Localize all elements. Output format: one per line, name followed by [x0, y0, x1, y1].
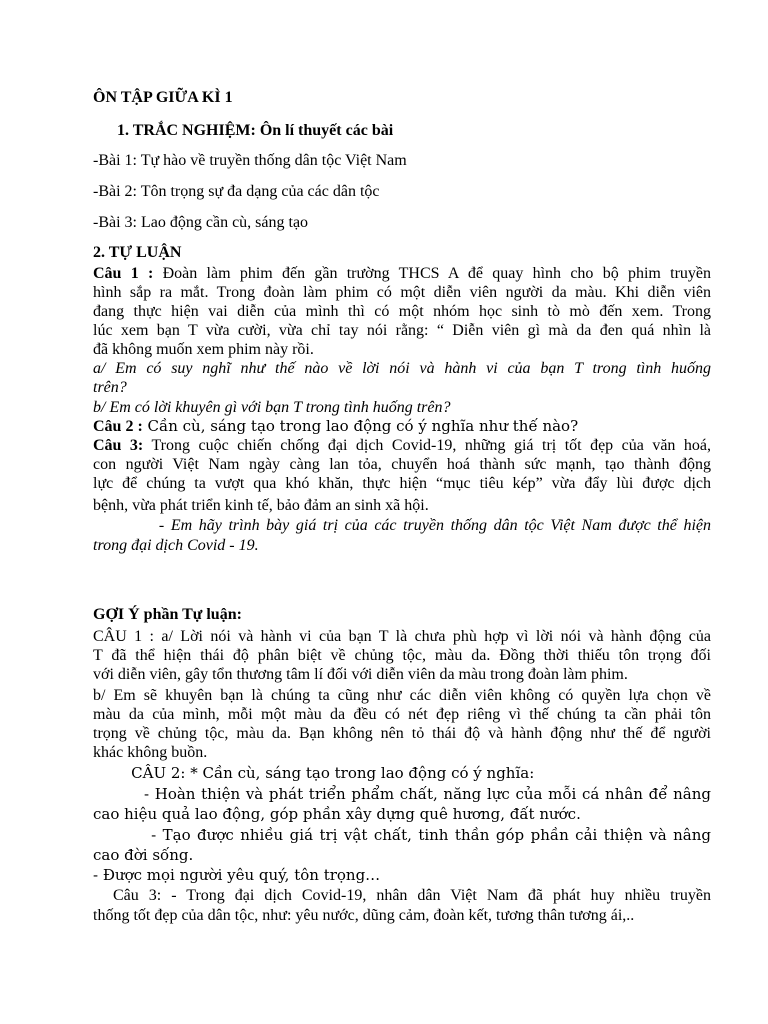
question-3-line-1: Câu 3: Trong cuộc chiến chống đại dịch Covid-19, những giá trị tốt đẹp của văn hoá,: [93, 437, 712, 454]
question-2-label: Câu 2 :: [93, 418, 143, 435]
question-1a-line-2: trên?: [93, 379, 127, 396]
question-1-line-3: đang thực hiện vai diễn của mình thì có một nhóm học sinh tò mò đến xem. Trong: [93, 303, 711, 320]
question-2: Câu 2 : Cần cù, sáng tạo trong lao động có ý nghĩa như thế nào?: [93, 417, 579, 435]
hint-2-line-3: - Tạo được nhiều giá trị vật chất, tinh thần góp phần cải thiện và nâng: [93, 826, 711, 844]
question-1b: b/ Em có lời khuyên gì với bạn T trong tình huống trên?: [93, 399, 451, 416]
question-1-line-5: đã không muốn xem phim này rồi.: [93, 341, 314, 358]
question-1-line-2: hình sắp ra mắt. Trong đoàn làm phim có một diễn viên người da màu. Khi diễn viên: [93, 284, 711, 301]
question-1a-line-1: a/ Em có suy nghĩ như thế nào về lời nói và hành vi của bạn T trong tình huống: [93, 360, 711, 377]
question-1-line-4: lúc xem bạn T vừa cười, vừa chỉ tay nói rằng: “ Diễn viên gì mà da đen quá nhìn là: [93, 322, 711, 339]
hint-3-line-1: Câu 3: - Trong đại dịch Covid-19, nhân dân Việt Nam đã phát huy nhiều truyền: [93, 887, 711, 904]
hint-1-line-6: trọng về chủng tộc, màu da. Bạn không nên tỏ thái độ và hành động như thế để người: [93, 725, 711, 742]
hint-2-line-4: cao đời sống.: [93, 846, 194, 864]
question-3-task-line-1: - Em hãy trình bày giá trị của các truyền thống dân tộc Việt Nam được thể hiện: [93, 517, 711, 534]
hint-2-line-2: cao hiệu quả lao động, góp phần xây dựng quê hương, đất nước.: [93, 805, 581, 823]
lesson-item-2: -Bài 2: Tôn trọng sự đa dạng của các dân tộc: [93, 183, 380, 200]
hint-1-line-3: với diễn viên, gây tổn thương tâm lí đối với diễn viên da màu trong đoàn làm phim.: [93, 666, 628, 683]
question-3-line-4: bệnh, vừa phát triển kinh tế, bảo đảm an sinh xã hội.: [93, 497, 429, 514]
section-2-heading: 2. TỰ LUẬN: [93, 244, 182, 261]
document-title: ÔN TẬP GIỮA KÌ 1: [93, 89, 233, 106]
hint-3-line-2: thống tốt đẹp của dân tộc, như: yêu nước, dũng cảm, đoàn kết, tương thân tương ái,..: [93, 907, 635, 924]
hint-2-heading: CÂU 2: * Cần cù, sáng tạo trong lao động có ý nghĩa:: [93, 764, 535, 782]
hint-2-line-5: - Được mọi người yêu quý, tôn trọng…: [93, 866, 381, 884]
question-1-label: Câu 1 :: [93, 265, 154, 282]
question-3-task-line-2: trong đại dịch Covid - 19.: [93, 537, 259, 554]
lesson-item-1: -Bài 1: Tự hào về truyền thống dân tộc Việt Nam: [93, 152, 407, 169]
question-3-label: Câu 3:: [93, 437, 144, 454]
question-3-line-3: lực để chúng ta vượt qua khó khăn, thực hiện “mục tiêu kép” vừa đẩy lùi được dịch: [93, 475, 711, 492]
hint-1-line-1: CÂU 1 : a/ Lời nói và hành vi của bạn T là chưa phù hợp vì lời nói và hành động của: [93, 628, 711, 645]
hint-1-line-5: màu da của mình, mỗi một màu da đều có nét đẹp riêng vì thế chúng ta cần phải tôn: [93, 706, 711, 723]
hint-2-line-1: - Hoàn thiện và phát triển phẩm chất, năng lực của mỗi cá nhân để nâng: [93, 785, 711, 803]
hint-1-line-7: khác không buồn.: [93, 744, 208, 761]
section-1-heading: 1. TRẮC NGHIỆM: Ôn lí thuyết các bài: [117, 122, 394, 139]
hint-1-line-4: b/ Em sẽ khuyên bạn là chúng ta cũng như các diễn viên không có quyền lựa chọn về: [93, 687, 711, 704]
lesson-item-3: -Bài 3: Lao động cần cù, sáng tạo: [93, 214, 309, 231]
hint-1-line-2: T đã thể hiện thái độ phân biệt về chủng tộc, màu da. Đồng thời thiếu tôn trọng đối: [93, 647, 711, 664]
hints-heading: GỢI Ý phần Tự luận:: [93, 606, 242, 623]
question-1-line-1: Câu 1 : Đoàn làm phim đến gần trường THCS A để quay hình cho bộ phim truyền: [93, 265, 712, 282]
question-3-line-2: con người Việt Nam ngày càng lan tỏa, chuyển hoá thành sức mạnh, tạo thành động: [93, 456, 711, 473]
